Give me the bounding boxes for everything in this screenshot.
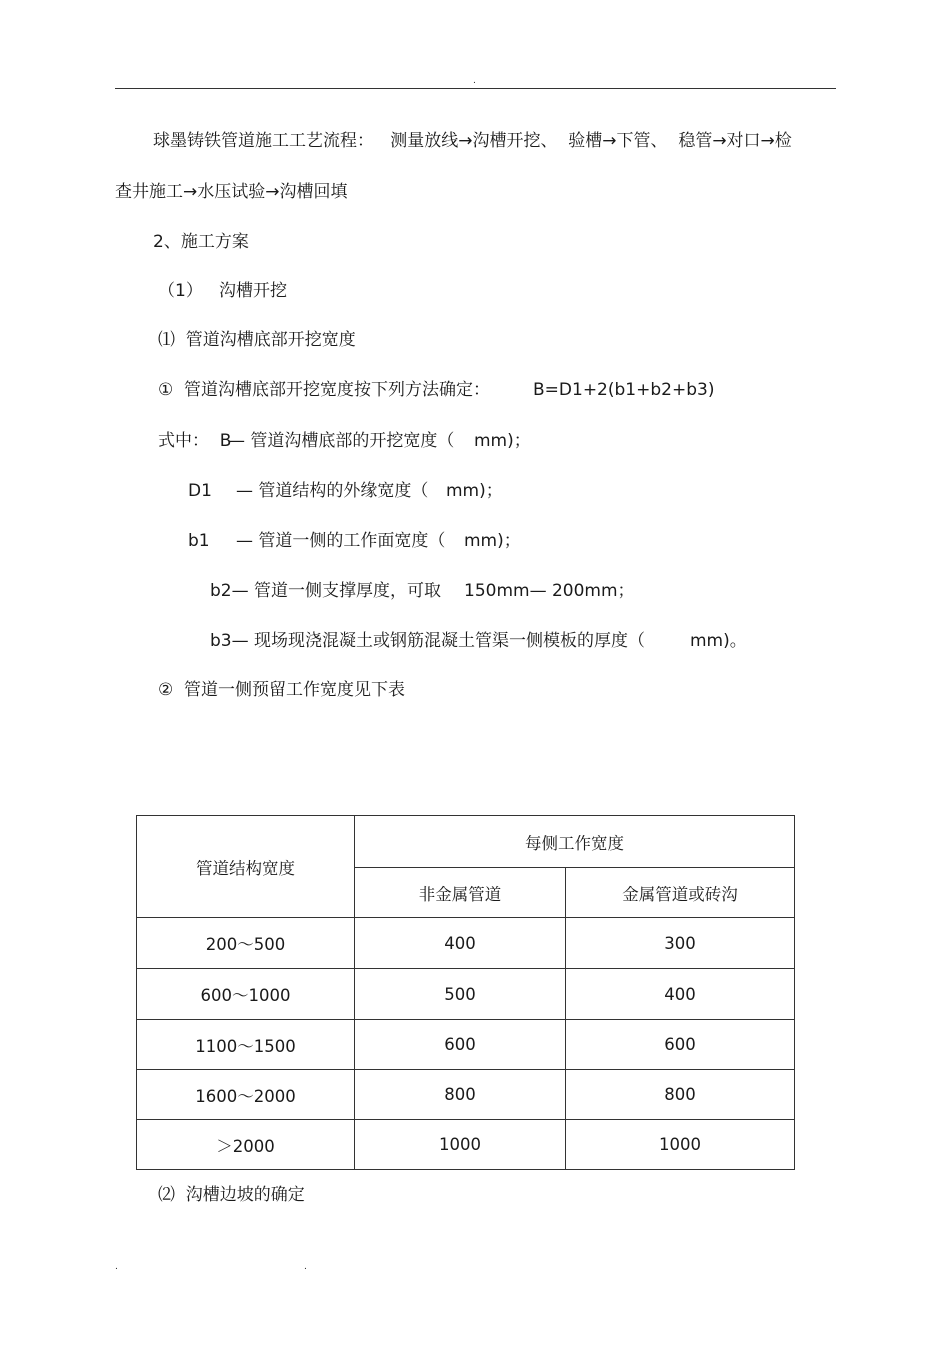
cell-width: 1600～2000 <box>137 1070 355 1120</box>
footer-mark-right: . <box>304 1262 307 1272</box>
header-side-width: 每侧工作宽度 <box>355 816 795 868</box>
table-row <box>137 1120 795 1170</box>
cell-width: ＞2000 <box>137 1120 355 1170</box>
cell-non-metal: 1000 <box>355 1120 566 1170</box>
subsection-heading: （1） 沟槽开挖 <box>158 281 288 301</box>
table-intro: ② 管道一侧预留工作宽度见下表 <box>158 680 406 700</box>
header-mark: . <box>473 76 476 86</box>
cell-non-metal: 400 <box>355 918 566 969</box>
b3-text: b3— 现场现浇混凝土或钢筋混凝土管渠一侧模板的厚度（ <box>210 631 646 651</box>
b1-unit: mm)； <box>464 531 521 551</box>
formula: B=D1+2(b1+b2+b3) <box>533 380 715 400</box>
cell-metal: 1000 <box>566 1120 795 1170</box>
cell-non-metal: 500 <box>355 969 566 1020</box>
where-label: 式中： B <box>158 431 232 451</box>
d1-text: — 管道结构的外缘宽度（ <box>236 481 429 501</box>
work-width-table <box>136 815 795 1170</box>
footer-mark-left: . <box>115 1262 118 1272</box>
header-pipe-width: 管道结构宽度 <box>137 816 355 918</box>
cell-metal: 800 <box>566 1070 795 1120</box>
item-a-heading: ⑴ 管道沟槽底部开挖宽度 <box>158 330 356 350</box>
header-rule <box>115 88 836 89</box>
header-metal: 金属管道或砖沟 <box>566 868 795 918</box>
where-b-unit: mm)； <box>474 431 531 451</box>
intro-line-2: 查井施工→水压试验→沟槽回填 <box>115 182 348 202</box>
item-b-heading: ⑵ 沟槽边坡的确定 <box>158 1185 305 1205</box>
b3-unit: mm)。 <box>690 631 747 651</box>
where-b-text: — 管道沟槽底部的开挖宽度（ <box>228 431 455 451</box>
intro-line-1: 球墨铸铁管道施工工艺流程： 测量放线→沟槽开挖、 验槽→下管、 稳管→对口→检 <box>153 131 792 151</box>
method-line: ① 管道沟槽底部开挖宽度按下列方法确定： <box>158 380 491 400</box>
cell-non-metal: 600 <box>355 1020 566 1070</box>
cell-metal: 600 <box>566 1020 795 1070</box>
cell-metal: 300 <box>566 918 795 969</box>
b1-text: — 管道一侧的工作面宽度（ <box>236 531 446 551</box>
table-row <box>137 969 795 1020</box>
cell-width: 200～500 <box>137 918 355 969</box>
cell-width: 600～1000 <box>137 969 355 1020</box>
cell-metal: 400 <box>566 969 795 1020</box>
section-heading: 2、施工方案 <box>153 232 249 252</box>
header-non-metal: 非金属管道 <box>355 868 566 918</box>
table-row <box>137 1020 795 1070</box>
b2-range: 150mm— 200mm； <box>464 581 635 601</box>
cell-width: 1100～1500 <box>137 1020 355 1070</box>
table-row <box>137 1070 795 1120</box>
d1-unit: mm)； <box>446 481 503 501</box>
table-row <box>137 918 795 969</box>
cell-non-metal: 800 <box>355 1070 566 1120</box>
b1-label: b1 <box>188 531 210 551</box>
b2-text: b2— 管道一侧支撑厚度，可取 <box>210 581 442 601</box>
d1-label: D1 <box>188 481 212 501</box>
